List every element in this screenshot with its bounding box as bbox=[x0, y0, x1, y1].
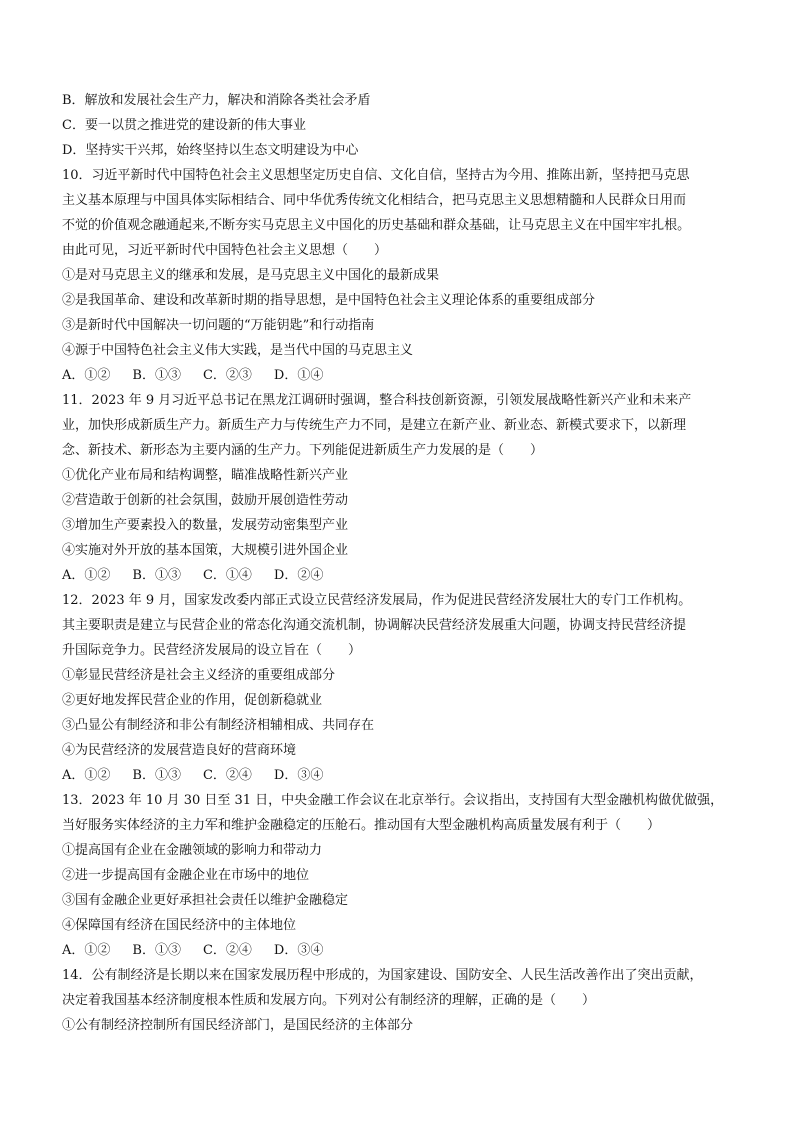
statement-item: ①公有制经济控制所有国民经济部门，是国民经济的主体部分 bbox=[62, 1018, 414, 1033]
choice-d: D．①④ bbox=[273, 368, 324, 383]
choice-b: B．①③ bbox=[132, 368, 181, 383]
statement-item: ①是对马克思主义的继承和发展，是马克思主义中国化的最新成果 bbox=[62, 268, 440, 283]
statement-item: ②营造敢于创新的社会氛围，鼓励开展创造性劳动 bbox=[62, 493, 349, 508]
question-stem-line: 其主要职责是建立与民营企业的常态化沟通交流机制，协调解决民营经济发展重大问题，协调支持民营经济提 bbox=[62, 618, 687, 633]
statement-item: ③凸显公有制经济和非公有制经济相辅相成、共同存在 bbox=[62, 718, 375, 733]
choice-b: B．①③ bbox=[132, 568, 181, 583]
question-stem-line: 11．2023 年 9 月习近平总书记在黑龙江调研时强调，整合科技创新资源，引领发展战略性新兴产业和未来产 bbox=[62, 393, 692, 408]
statement-item: ②进一步提高国有金融企业在市场中的地位 bbox=[62, 868, 310, 883]
question-stem-line: 念、新技术、新形态为主要内涵的生产力。下列能促进新质生产力发展的是（ ） bbox=[62, 443, 544, 458]
question-12 bbox=[62, 588, 742, 788]
choice-a: A．①② bbox=[62, 368, 111, 383]
choice-d: D．③④ bbox=[273, 768, 324, 783]
exam-page bbox=[62, 88, 742, 1038]
statement-item: ①彰显民营经济是社会主义经济的重要组成部分 bbox=[62, 668, 336, 683]
answer-choices bbox=[62, 763, 742, 788]
statement-item: ①优化产业布局和结构调整，瞄准战略性新兴产业 bbox=[62, 468, 349, 483]
statement-item: ①提高国有企业在金融领域的影响力和带动力 bbox=[62, 843, 323, 858]
statement-item: ④为民营经济的发展营造良好的营商环境 bbox=[62, 743, 297, 758]
question-stem-line: 14．公有制经济是长期以来在国家发展历程中形成的，为国家建设、国防安全、人民生活改善作出了突出贡献， bbox=[62, 968, 703, 983]
choice-c: C．①④ bbox=[202, 568, 252, 583]
answer-choices bbox=[62, 363, 742, 388]
answer-choices bbox=[62, 563, 742, 588]
statement-item: ③是新时代中国解决一切问题的“万能钥匙”和行动指南 bbox=[62, 318, 375, 333]
previous-question-options bbox=[62, 88, 742, 163]
option-d: D．坚持实干兴邦，始终坚持以生态文明建设为中心 bbox=[62, 143, 359, 158]
choice-c: C．②④ bbox=[202, 943, 252, 958]
question-stem-line: 业，加快形成新质生产力。新质生产力与传统生产力不同，是建立在新产业、新业态、新模式要求下，以新理 bbox=[62, 418, 687, 433]
question-stem-line: 由此可见，习近平新时代中国特色社会主义思想（ ） bbox=[62, 243, 388, 258]
question-stem-line: 12．2023 年 9 月，国家发改委内部正式设立民营经济发展局，作为促进民营经济发展壮大的专门工作机构。 bbox=[62, 593, 692, 608]
question-stem-line: 不觉的价值观念融通起来,不断夯实马克思主义中国化的历史基础和群众基础，让马克思主义在中国牢牢扎根。 bbox=[62, 218, 691, 233]
choice-c: C．②④ bbox=[202, 768, 252, 783]
question-stem-line: 当好服务实体经济的主力军和维护金融稳定的压舱石。推动国有大型金融机构高质量发展有利于（ ） bbox=[62, 818, 661, 833]
choice-b: B．①③ bbox=[132, 943, 181, 958]
statement-item: ③国有金融企业更好承担社会责任以维护金融稳定 bbox=[62, 893, 349, 908]
question-13 bbox=[62, 788, 742, 963]
statement-item: ②是我国革命、建设和改革新时期的指导思想，是中国特色社会主义理论体系的重要组成部分 bbox=[62, 293, 596, 308]
choice-d: D．③④ bbox=[273, 943, 324, 958]
statement-item: ②更好地发挥民营企业的作用，促创新稳就业 bbox=[62, 693, 323, 708]
question-stem-line: 13．2023 年 10 月 30 日至 31 日，中央金融工作会议在北京举行。会议指出，支持国有大型金融机构做优做强， bbox=[62, 793, 724, 808]
question-10 bbox=[62, 163, 742, 388]
option-c: C．要一以贯之推进党的建设新的伟大事业 bbox=[62, 118, 306, 133]
choice-a: A．①② bbox=[62, 768, 111, 783]
question-stem-line: 升国际竞争力。民营经济发展局的设立旨在（ ） bbox=[62, 643, 362, 658]
question-11 bbox=[62, 388, 742, 588]
choice-a: A．①② bbox=[62, 943, 111, 958]
option-b: B．解放和发展社会生产力，解决和消除各类社会矛盾 bbox=[62, 93, 371, 108]
question-stem-line: 10．习近平新时代中国特色社会主义思想坚定历史自信、文化自信，坚持古为今用、推陈出新，坚持把马克思 bbox=[62, 168, 690, 183]
answer-choices bbox=[62, 938, 742, 963]
choice-b: B．①③ bbox=[132, 768, 181, 783]
statement-item: ④实施对外开放的基本国策，大规模引进外国企业 bbox=[62, 543, 349, 558]
statement-item: ③增加生产要素投入的数量，发展劳动密集型产业 bbox=[62, 518, 349, 533]
statement-item: ④保障国有经济在国民经济中的主体地位 bbox=[62, 918, 297, 933]
choice-c: C．②③ bbox=[202, 368, 252, 383]
statement-item: ④源于中国特色社会主义伟大实践，是当代中国的马克思主义 bbox=[62, 343, 414, 358]
choice-d: D．②④ bbox=[273, 568, 324, 583]
question-stem-line: 主义基本原理与中国具体实际相结合、同中华优秀传统文化相结合，把马克思主义思想精髓和人民群众日用而 bbox=[62, 193, 687, 208]
question-14 bbox=[62, 963, 742, 1038]
question-stem-line: 决定着我国基本经济制度根本性质和发展方向。下列对公有制经济的理解，正确的是（ ） bbox=[62, 993, 596, 1008]
choice-a: A．①② bbox=[62, 568, 111, 583]
